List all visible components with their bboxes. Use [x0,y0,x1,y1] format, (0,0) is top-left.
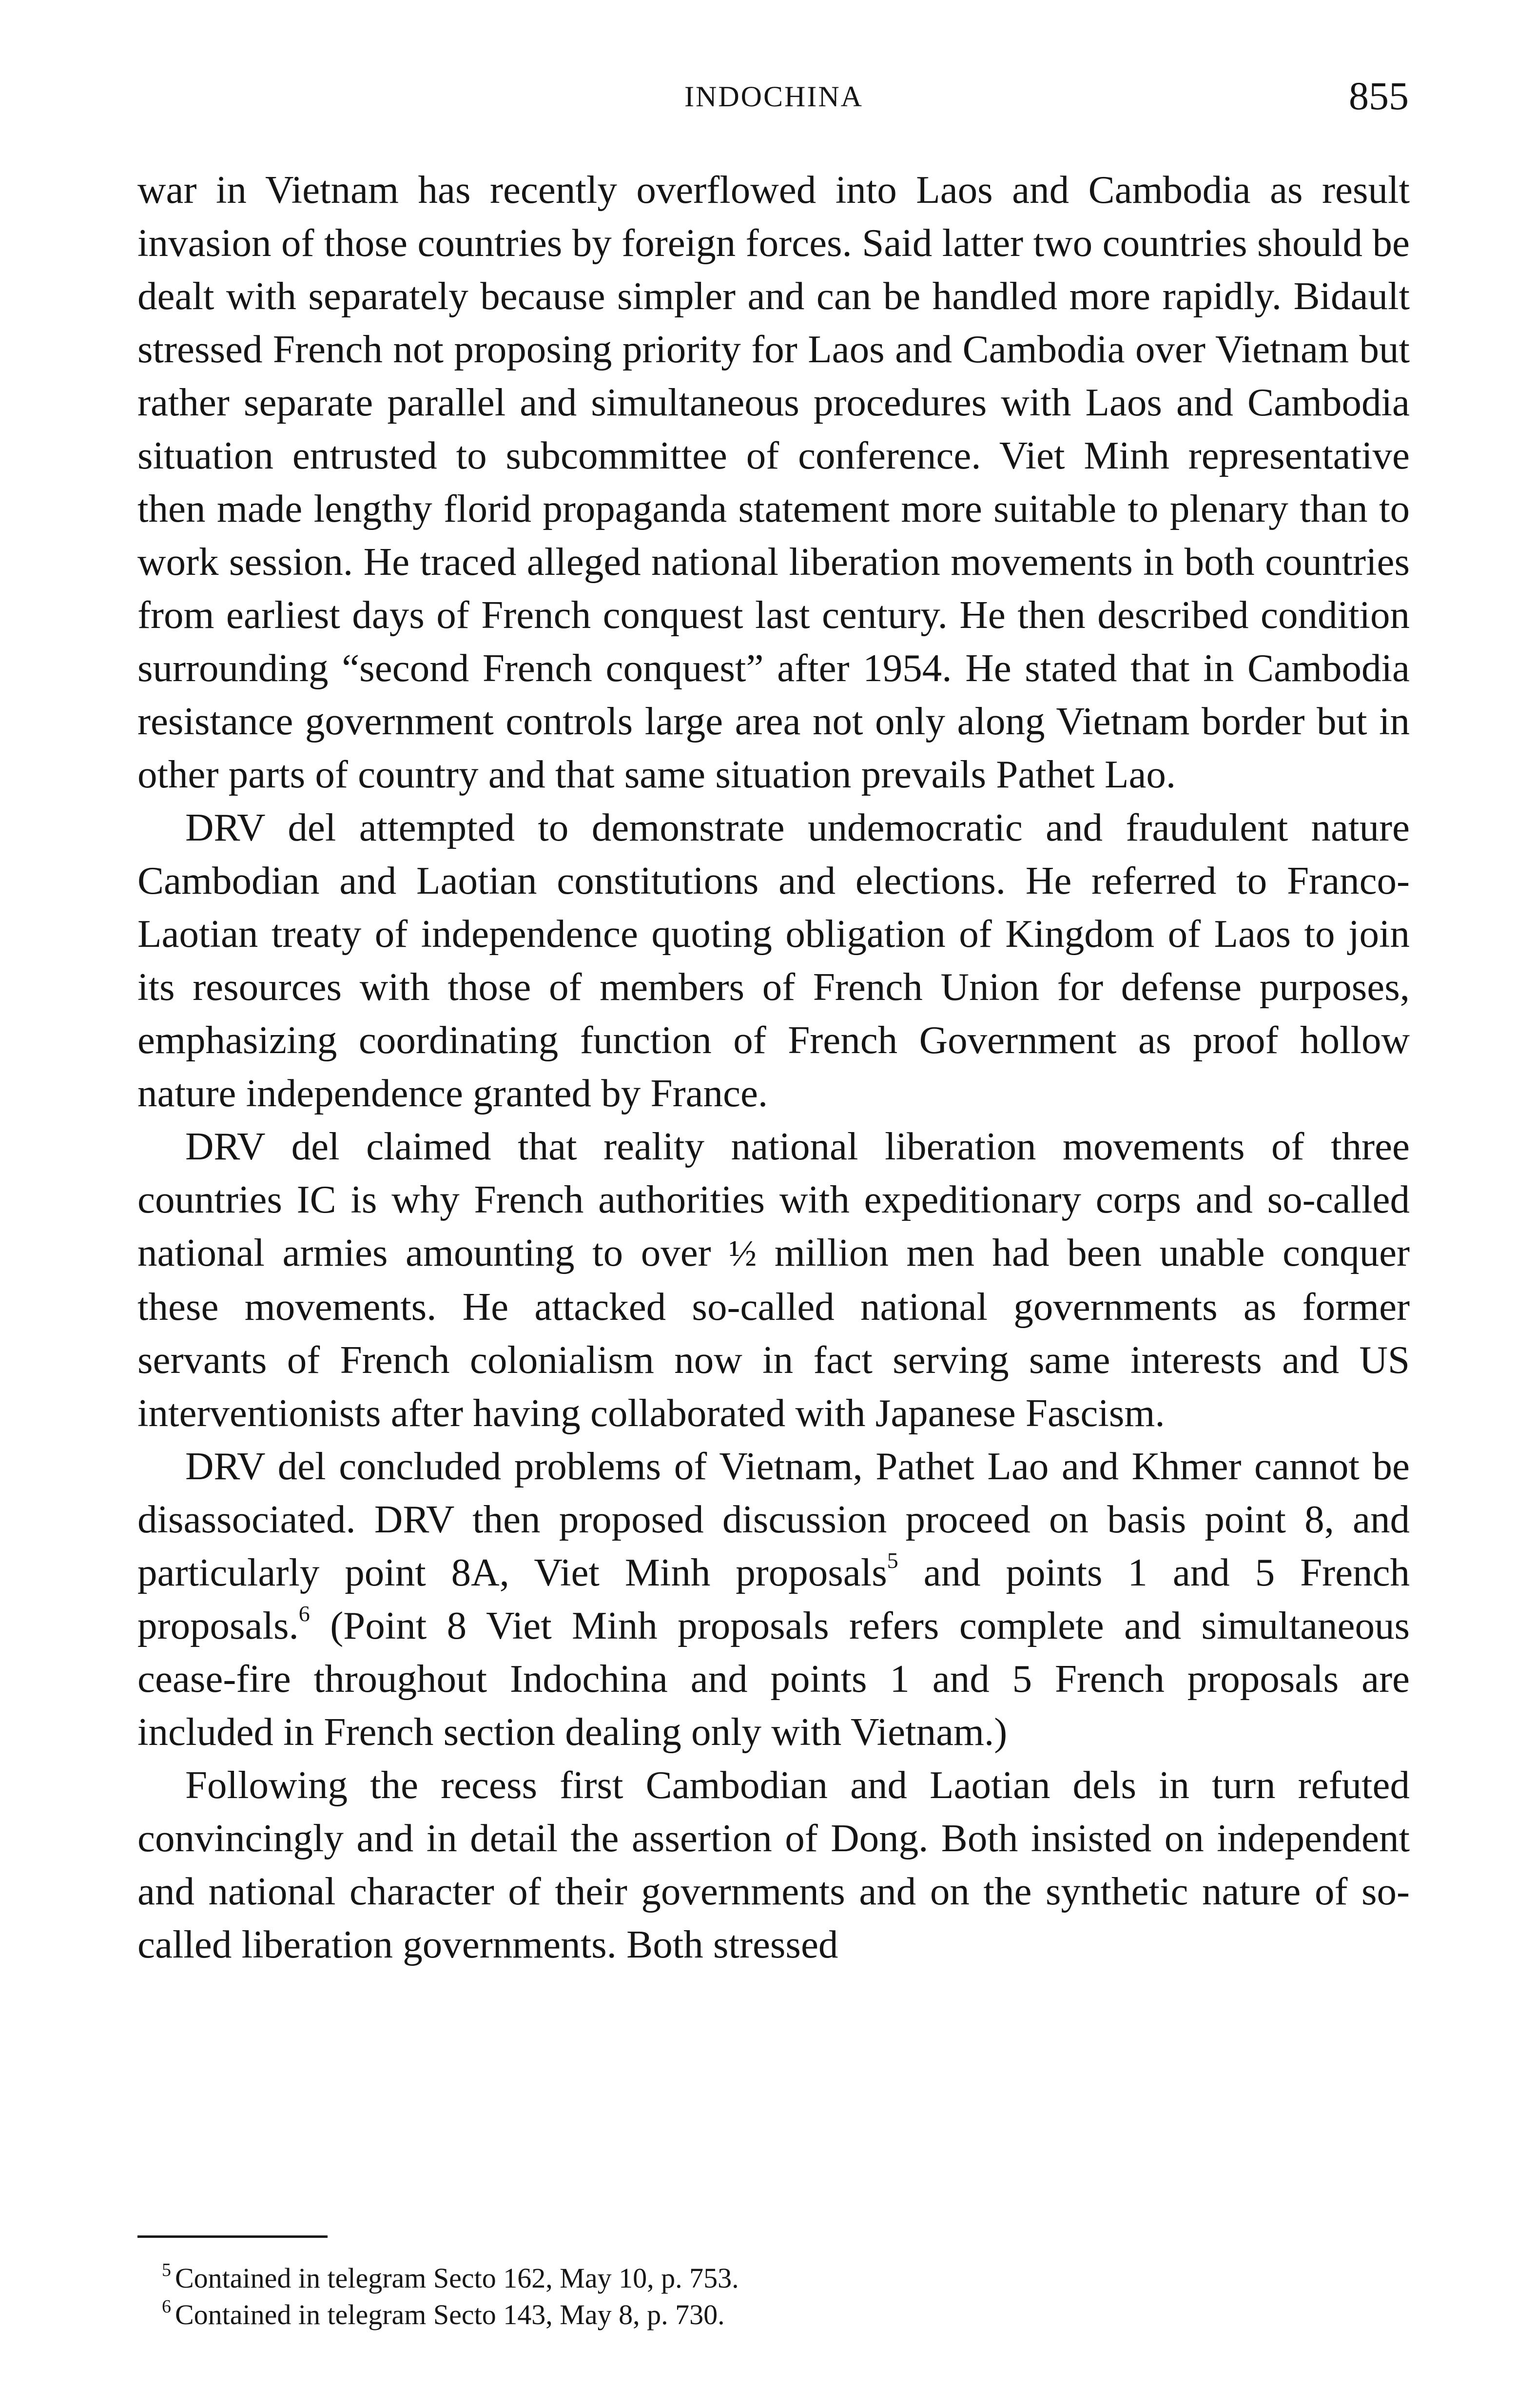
running-head [139,73,1409,127]
footnote-6 [162,2296,1332,2333]
paragraph-recess: Following the recess first Cambodian and Laotian dels in turn refuted convincingly and in detail the assertion of Dong. Both insisted on independent and national character of their governments and on the synthetic nature of so-called liberation governments. Both stressed [137,1763,1410,1966]
paragraph-drv-constitutions: DRV del attempted to demonstrate undemocratic and fraudulent nature Cambodian and Laotian constitutions and elections. He referred to Franco-Laotian treaty of independence quoting obligation of Kingdom of Laos to join its resources with those of members of French Union for defense purposes, emphasizing coordinating function of French Government as proof hollow nature independence granted by France. [137,805,1410,1115]
footnote-reference-6: 6 [298,1601,310,1626]
paragraph-text: (Point 8 Viet Minh proposals refers complete and simultaneous cease-fire throughout Indochina and points 1 and 5 French proposals are included in French section dealing only with Vietnam.) [137,1604,1410,1754]
footnote-reference-5: 5 [887,1548,898,1573]
paragraph-drv-liberation-movements [137,1120,1410,1440]
footnote-marker: 6 [162,2296,171,2317]
body-text [137,163,1410,1971]
footnote-text: Contained in telegram Secto 162, May 10, p. 753. [175,2262,739,2294]
paragraph-text: DRV del claimed that reality national liberation movements of three countries IC is why French authorities with expeditionary corps and so-called national armies amounting to over [137,1124,1410,1274]
fraction-half: ½ [729,1233,757,1274]
footnote-divider [137,2235,328,2238]
footnotes [162,2260,1332,2333]
paragraph-continuation: war in Vietnam has recently overflowed into Laos and Cambodia as result invasion of those countries by foreign forces. Said latter two countries should be dealt with separately because simpler and can be handled more rapidly. Bidault stressed French not proposing priority for Laos and Cambodia over Vietnam but rather separate parallel and simultaneous procedures with Laos and Cambodia situation entrusted to subcommittee of conference. Viet Minh representative then made lengthy florid propaganda statement more suitable to plenary than to work session. He traced alleged national liberation movements in both countries from earliest days of French conquest last century. He then described condition surrounding “second French conquest” after 1954. He stated that in Cambodia resistance government controls large area not only along Vietnam border but in other parts of country and that same situation prevails Pathet Lao. [137,168,1410,796]
footnote-marker: 5 [162,2259,171,2280]
page-number: 855 [1349,74,1409,118]
running-title: INDOCHINA [684,80,863,113]
footnote-5 [162,2260,1332,2296]
paragraph-drv-proposals [137,1440,1410,1759]
paragraph-text: DRV del concluded problems of Vietnam, Pathet Lao and Khmer cannot be disassociated. DRV then proposed discussion proceed on basis point 8, and particularly point 8A, Viet Minh proposals [137,1444,1410,1594]
paragraph-text: million men had been unable conquer these movements. He attacked so-called national governments as former servants of French colonialism now in fact serving same interests and US interventionists after having collaborated with Japanese Fascism. [137,1231,1410,1435]
paragraph-text: and points 1 and 5 French proposals. [137,1550,1410,1647]
footnote-text: Contained in telegram Secto 143, May 8, p. 730. [175,2299,725,2330]
